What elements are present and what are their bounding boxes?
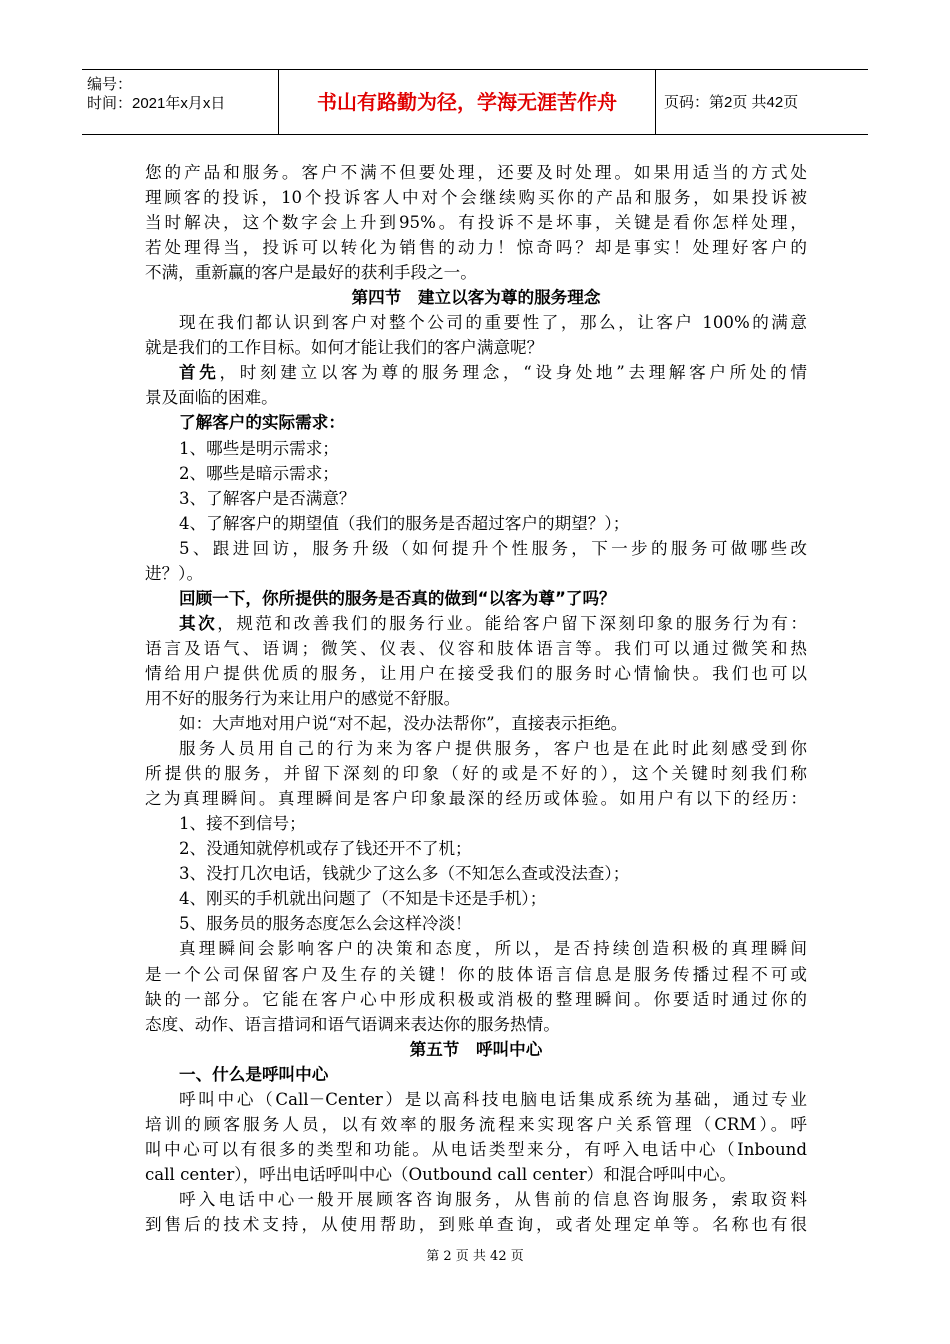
paragraph-line: 就是我们的工作目标。如何才能让我们的客户满意呢？ bbox=[145, 338, 544, 358]
paragraph-line: 景及面临的困难。 bbox=[145, 388, 278, 408]
paragraph-line: 理顾客的投诉，10个投诉客人中对个会继续购买你的产品和服务，如果投诉被 bbox=[145, 188, 807, 208]
paragraph-line bbox=[145, 611, 807, 636]
section-heading-5: 第五节 呼叫中心 bbox=[409, 1039, 543, 1059]
paragraph-line: 语言及语气、语调；微笑、仪表、仪容和肢体语言等。我们可以通过微笑和热 bbox=[145, 638, 807, 658]
paragraph-line: call center），呼出电话呼叫中心（Outbound call center）和混合呼叫中心。 bbox=[145, 1164, 737, 1184]
lead-word-first: 首先 bbox=[179, 363, 220, 383]
paragraph-line: 到售后的技术支持，从使用帮助，到账单查询，或者处理定单等。名称也有很 bbox=[145, 1214, 807, 1234]
list-item: 2、哪些是暗示需求； bbox=[179, 463, 339, 483]
paragraph-line: 叫中心可以有很多的类型和功能。从电话类型来分，有呼入电话中心（Inbound bbox=[145, 1139, 807, 1159]
list-item-continued: 进？）。 bbox=[145, 563, 204, 583]
list-item: 5、跟进回访，服务升级（如何提升个性服务，下一步的服务可做哪些改 bbox=[179, 538, 807, 558]
list-item: 4、刚买的手机就出问题了（不知是卡还是手机）； bbox=[179, 889, 547, 909]
paragraph-line: 服务人员用自己的行为来为客户提供服务，客户也是在此时此刻感受到你 bbox=[179, 739, 807, 759]
paragraph-line: 呼叫中心（Call－Center）是以高科技电脑电话集成系统为基础，通过专业 bbox=[179, 1089, 807, 1109]
paragraph-line: 当时解决，这个数字会上升到95%。有投诉不是坏事，关键是看你怎样处理， bbox=[145, 213, 807, 233]
doc-number-label: 编号： bbox=[87, 76, 133, 93]
paragraph-line: 缺的一部分。它能在客户心中形成积极或消极的整理瞬间。你要适时通过你的 bbox=[145, 989, 807, 1009]
page-header bbox=[82, 69, 868, 135]
subheading-review: 回顾一下，你所提供的服务是否真的做到“以客为尊”了吗？ bbox=[179, 588, 616, 608]
section-heading-4: 第四节 建立以客为尊的服务理念 bbox=[351, 288, 601, 308]
paragraph-line-text: ，规范和改善我们的服务行业。能给客户留下深刻印象的服务行为有： bbox=[217, 613, 808, 633]
paragraph-line: 不满，重新赢的客户是最好的获利手段之一。 bbox=[145, 263, 477, 283]
list-item: 3、没打几次电话，钱就少了这么多（不知怎么查或没法查）； bbox=[179, 864, 630, 884]
lead-word-second: 其次 bbox=[179, 613, 218, 633]
paragraph-line: 是一个公司保留客户及生存的关键！你的肢体语言信息是服务传播过程不可或 bbox=[145, 964, 807, 984]
header-page-number: 页码：第2页 共42页 bbox=[664, 94, 799, 111]
list-item: 1、哪些是明示需求； bbox=[179, 438, 339, 458]
doc-date-label: 时间：2021年x月x日 bbox=[87, 95, 226, 112]
paragraph-line bbox=[145, 360, 807, 385]
header-motto: 书山有路勤为径，学海无涯苦作舟 bbox=[278, 70, 656, 134]
paragraph-line: 用不好的服务行为来让用户的感觉不舒服。 bbox=[145, 688, 461, 708]
list-item: 1、接不到信号； bbox=[179, 814, 306, 834]
document-body bbox=[145, 160, 807, 1237]
paragraph-line: 培训的顾客服务人员，以有效率的服务流程来实现客户关系管理（CRM）。呼 bbox=[145, 1114, 807, 1134]
page-footer: 第 2 页 共 42 页 bbox=[426, 1249, 524, 1264]
paragraph-line: 之为真理瞬间。真理瞬间是客户印象最深的经历或体验。如用户有以下的经历： bbox=[145, 789, 807, 809]
paragraph-line: 所提供的服务，并留下深刻的印象（好的或是不好的），这个关键时刻我们称 bbox=[145, 764, 807, 784]
paragraph-line: 现在我们都认识到客户对整个公司的重要性了，那么，让客户 100%的满意 bbox=[179, 313, 807, 333]
list-item: 5、服务员的服务态度怎么会这样冷淡！ bbox=[179, 914, 472, 934]
list-item: 4、了解客户的期望值（我们的服务是否超过客户的期望？）； bbox=[179, 513, 630, 533]
header-meta bbox=[82, 70, 278, 134]
list-item: 3、了解客户是否满意？ bbox=[179, 488, 356, 508]
list-item: 2、没通知就停机或存了钱还开不了机； bbox=[179, 839, 472, 859]
paragraph-line: 情给用户提供优质的服务，让用户在接受我们的服务时心情愉快。我们也可以 bbox=[145, 663, 807, 683]
paragraph-line-text: ，时刻建立以客为尊的服务理念，“设身处地”去理解客户所处的情 bbox=[219, 363, 808, 383]
paragraph-line: 态度、动作、语言措词和语气语调来表达你的服务热情。 bbox=[145, 1014, 560, 1034]
subheading-needs: 了解客户的实际需求： bbox=[179, 413, 345, 433]
paragraph-line: 若处理得当，投诉可以转化为销售的动力！惊奇吗？却是事实！处理好客户的 bbox=[145, 238, 807, 258]
paragraph-line: 真理瞬间会影响客户的决策和态度，所以，是否持续创造积极的真理瞬间 bbox=[179, 939, 807, 959]
paragraph-line: 呼入电话中心一般开展顾客咨询服务，从售前的信息咨询服务，索取资料 bbox=[179, 1189, 807, 1209]
paragraph-line: 如：大声地对用户说“对不起，没办法帮你”，直接表示拒绝。 bbox=[179, 714, 628, 734]
subheading-call-center: 一、什么是呼叫中心 bbox=[179, 1064, 329, 1084]
paragraph-line: 您的产品和服务。客户不满不但要处理，还要及时处理。如果用适当的方式处 bbox=[145, 163, 807, 182]
